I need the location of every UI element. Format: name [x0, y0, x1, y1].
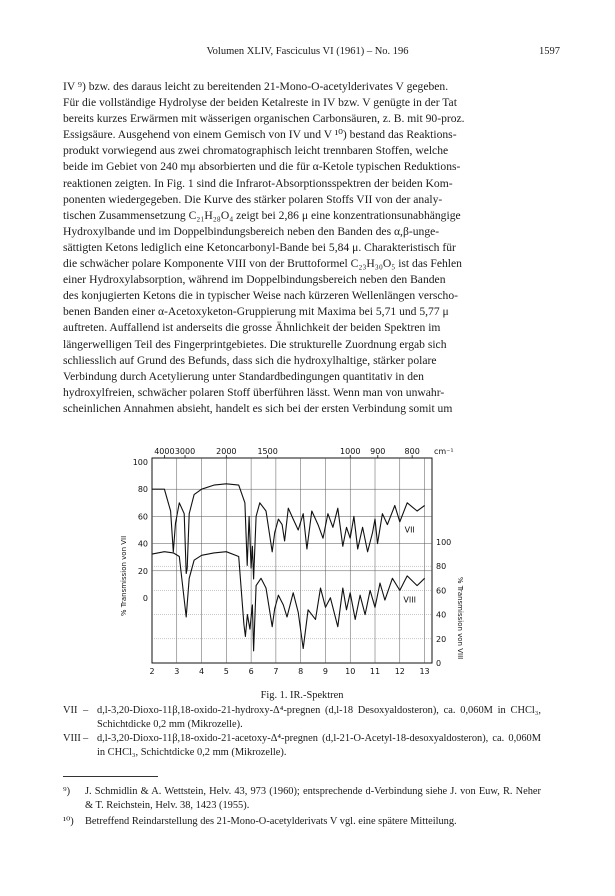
body-line: des konjugierten Ketons die in typischer Weise nach kürzeren Wellenlängen verscho- — [63, 289, 458, 303]
right-tick-label: 0 — [436, 659, 442, 668]
body-text — [63, 79, 541, 417]
body-line: tischen Zusammensetzung C₂₁H₂₈O₄ zeigt bei 2,86 μ eine konzentrationsunabhängige — [63, 208, 461, 222]
right-tick-label: 20 — [436, 634, 447, 644]
bottom-tick-label: 3 — [174, 667, 180, 676]
page-number: 1597 — [539, 46, 560, 57]
chart-series — [152, 484, 425, 651]
left-tick-label: 80 — [137, 485, 148, 495]
caption-dash: – — [83, 705, 89, 716]
figure-caption — [63, 689, 541, 760]
body-line: Für die vollständige Hydrolyse der beiden Ketalreste in IV bzw. V genügte in der Tat — [63, 96, 457, 110]
spectrum-line-viii — [152, 552, 425, 651]
series-label-vii: VII — [404, 525, 415, 535]
caption-text: d,l-3,20-Dioxo-11β,18-oxido-21-acetoxy-Δ⁴-pregnen (d,l-21-O-Acetyl-18-desoxyaldosteron), ca. 0,060M in CHCl₃, Schichtdicke 0,2 mm (Mikrozelle). — [97, 733, 541, 758]
ir-spectra-chart — [120, 448, 520, 690]
bottom-tick-label: 7 — [273, 667, 279, 676]
footnote-text: Betreffend Reindarstellung des 21-Mono-O-acetylderivats V vgl. eine spätere Mitteilung. — [85, 816, 457, 827]
caption-dash: – — [83, 733, 89, 744]
running-head — [0, 46, 615, 62]
body-line: längerwelligen Teil des Fingerprintgebietes. Die strukturelle Zuordnung ergab sich — [63, 337, 447, 351]
footnote-rule — [63, 776, 158, 777]
caption-label: VIII — [63, 733, 81, 744]
bottom-tick-label: 9 — [322, 667, 328, 676]
footnote-number: ⁹) — [63, 786, 71, 797]
top-tick-label: 1500 — [257, 448, 278, 456]
body-line: reaktionen zeigten. In Fig. 1 sind die Infrarot-Absorptionsspektren der beiden Kom- — [63, 176, 453, 190]
body-line: bereits kurzes Erwärmen mit wässerigen organischen Carbonsäuren, z. B. mit 90-proz. — [63, 112, 465, 126]
body-line: sättigten Ketons lediglich eine Ketoncarbonyl-Bande bei 5,84 μ. Charakteristisch für — [63, 240, 456, 254]
chart-axes — [133, 448, 454, 676]
left-tick-label: 60 — [137, 512, 148, 522]
caption-title: Fig. 1. IR.-Spektren — [260, 690, 344, 701]
right-tick-label: 60 — [436, 586, 447, 596]
body-line: einer Hydroxylabsorption, während im Doppelbindungsbereich neben den Banden — [63, 273, 446, 287]
body-line: hydroxylfreien, schwächer polaren Stoff überführen lässt. Wenn man von unwahr- — [63, 385, 445, 399]
journal-reference: Volumen XLIV, Fasciculus VI (1961) – No. 196 — [206, 46, 409, 57]
right-tick-label: 80 — [436, 562, 447, 572]
footnote — [63, 815, 541, 829]
caption-label: VII — [63, 705, 78, 716]
series-label-viii: VIII — [403, 595, 416, 605]
bottom-tick-label: 12 — [394, 667, 405, 676]
bottom-tick-label: 2 — [149, 667, 155, 676]
right-tick-label: 40 — [436, 610, 447, 620]
left-tick-label: 100 — [132, 458, 148, 467]
bottom-tick-label: 11 — [369, 667, 381, 676]
body-line: schliesslich auf Grund des Befunds, dass sich die hydroxylhaltige, stärker polare — [63, 353, 437, 367]
bottom-tick-label: 6 — [248, 667, 254, 676]
left-tick-label: 20 — [137, 566, 148, 576]
bottom-tick-label: 5 — [223, 667, 229, 676]
footnote-text: J. Schmidlin & A. Wettstein, Helv. 43, 973 (1960); entsprechende d-Verbindung siehe J. von Euw, R. Neher & T. Reichstein, Helv. 38, 1423 (1955). — [85, 786, 541, 811]
body-line: IV ⁹) bzw. des daraus leicht zu bereitenden 21-Mono-O-acetylderivates V gegeben. — [63, 80, 449, 93]
caption-entry — [63, 732, 541, 760]
right-tick-label: 100 — [436, 538, 452, 547]
bottom-tick-label: 10 — [345, 667, 356, 676]
ir-spectra-figure — [120, 448, 520, 690]
top-tick-label: 1000 — [340, 448, 361, 456]
top-tick-label: 900 — [370, 448, 386, 456]
body-line: produkt vorwiegend aus zwei chromatographisch leicht trennbaren Stoffen, welche — [63, 144, 449, 158]
body-line: Hydroxylbande und im Doppelbindungsbereich neben den Banden des α,β-unge- — [63, 224, 440, 238]
caption-text: d,l-3,20-Dioxo-11β,18-oxido-21-hydroxy-Δ⁴-pregnen (d,l-18 Desoxyaldosteron), ca. 0,060M in CHCl₃, Schichtdicke 0,2 mm (Mikrozelle). — [97, 705, 541, 730]
body-line: Verbindung durch Acetylierung unter Standardbedingungen quantitativ in den — [63, 369, 424, 383]
bottom-tick-label: 8 — [298, 667, 304, 676]
footnote-number: ¹⁰) — [63, 816, 74, 827]
caption-entry — [63, 704, 541, 732]
footnotes — [63, 785, 541, 831]
top-tick-label: 4000 — [154, 448, 175, 456]
body-line: auftreten. Auffallend ist anderseits die grosse Ähnlichkeit der beiden Spektren im — [63, 321, 441, 335]
left-axis-title: % Transmission von VII — [120, 535, 128, 617]
body-line: scheinlichen Annahmen absieht, handelt es sich bei der ersten Verbindung somit um — [63, 401, 453, 415]
body-line: beide im Gebiet von 240 mμ absorbierten und die für α-Ketole typischen Reduktions- — [63, 160, 461, 174]
bottom-tick-label: 13 — [419, 667, 430, 676]
top-tick-label: 3000 — [174, 448, 196, 456]
top-axis-unit: cm⁻¹ — [434, 448, 454, 456]
right-axis-title: % Transmission von VIII — [456, 576, 464, 660]
body-line: benen Banden einer α-Acetoxyketon-Gruppierung mit Maxima bei 5,71 und 5,77 μ — [63, 305, 449, 319]
body-line: die schwächer polare Komponente VIII von der Bruttoformel C₂₃H₃₀O₅ ist das Fehlen — [63, 257, 462, 271]
top-tick-label: 2000 — [216, 448, 237, 456]
bottom-tick-label: 4 — [199, 667, 205, 676]
footnote — [63, 785, 541, 813]
top-tick-label: 800 — [404, 448, 420, 456]
body-line: Essigsäure. Ausgehend von einem Gemisch von IV und V ¹⁰) bestand das Reaktions- — [63, 128, 457, 142]
body-line: ponenten wiedergegeben. Die Kurve des stärker polaren Stoffs VII von der analy- — [63, 192, 443, 206]
left-tick-label: 40 — [137, 539, 148, 549]
left-tick-label: 0 — [142, 594, 148, 603]
